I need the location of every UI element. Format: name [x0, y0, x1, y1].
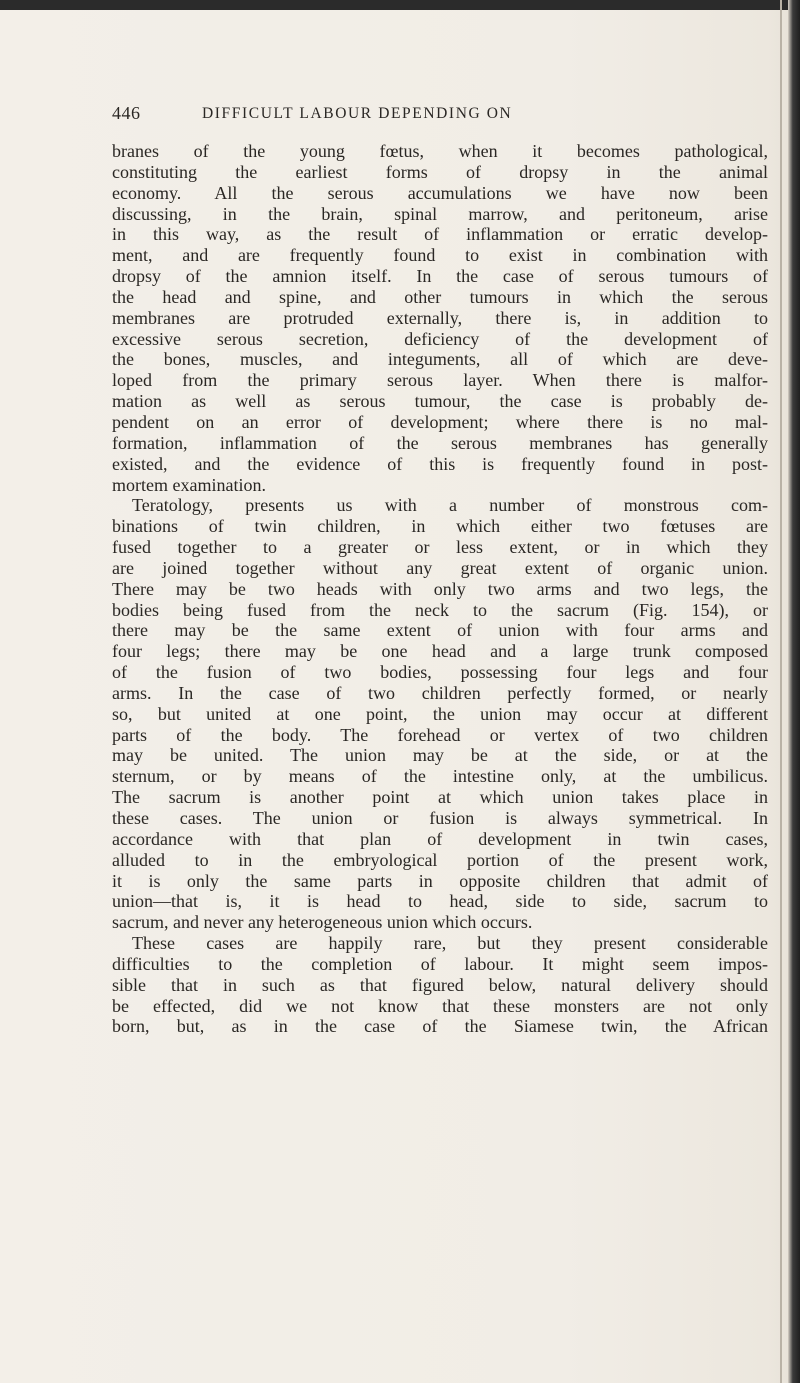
- body-text: [112, 141, 768, 1037]
- text-line: it is only the same parts in opposite children that admit of: [112, 870, 768, 891]
- text-line: are joined together without any great extent of organic union.: [112, 557, 768, 578]
- page-gutter-line: [780, 0, 782, 1383]
- paragraph-3: [112, 933, 768, 1037]
- text-line: loped from the primary serous layer. When there is malfor-: [112, 370, 768, 391]
- page-right-edge: [788, 0, 800, 1383]
- text-line: sternum, or by means of the intestine only, at the umbilicus.: [112, 766, 768, 787]
- text-line: arms. In the case of two children perfectly formed, or nearly: [112, 682, 768, 703]
- text-line: dropsy of the amnion itself. In the case of serous tumours of: [112, 266, 768, 287]
- paragraph-2: [112, 495, 768, 933]
- text-line: discussing, in the brain, spinal marrow, and peritoneum, arise: [112, 203, 768, 224]
- text-line: difficulties to the completion of labour. It might seem impos-: [112, 953, 768, 974]
- text-line: alluded to in the embryological portion of the present work,: [112, 849, 768, 870]
- text-line: membranes are protruded externally, there is, in addition to: [112, 307, 768, 328]
- text-line: the head and spine, and other tumours in which the serous: [112, 286, 768, 307]
- text-line: these cases. The union or fusion is always symmetrical. In: [112, 808, 768, 828]
- text-line: There may be two heads with only two arms and two legs, the: [112, 578, 768, 599]
- text-line: of the fusion of two bodies, possessing four legs and four: [112, 662, 768, 683]
- text-line: bodies being fused from the neck to the sacrum (Fig. 154), or: [112, 599, 768, 620]
- text-line: excessive serous secretion, deficiency of the development of: [112, 328, 768, 349]
- text-line: Teratology, presents us with a number of monstrous com-: [132, 495, 768, 516]
- text-line: so, but united at one point, the union may occur at different: [112, 703, 768, 724]
- text-line: formation, inflammation of the serous membranes has generally: [112, 432, 768, 453]
- text-line: ment, and are frequently found to exist in combination with: [112, 245, 768, 266]
- text-line: mortem examination.: [112, 474, 266, 495]
- text-line: the bones, muscles, and integuments, all of which are deve-: [112, 349, 768, 370]
- text-line: branes of the young fœtus, when it becomes pathological,: [112, 141, 768, 161]
- running-head: DIFFICULT LABOUR DEPENDING ON: [202, 105, 513, 122]
- text-line: existed, and the evidence of this is frequently found in post-: [112, 453, 768, 474]
- text-line: pendent on an error of development; where there is no mal-: [112, 411, 768, 432]
- text-line: sacrum, and never any heterogeneous union which occurs.: [112, 912, 533, 933]
- text-line: there may be the same extent of union with four arms and: [112, 620, 768, 641]
- text-line: mation as well as serous tumour, the case is probably de-: [112, 391, 768, 412]
- paragraph-1: [112, 141, 768, 495]
- text-line: parts of the body. The forehead or vertex of two children: [112, 724, 768, 745]
- text-line: economy. All the serous accumulations we have now been: [112, 182, 768, 203]
- text-line: binations of twin children, in which either two fœtuses are: [112, 516, 768, 537]
- text-line: born, but, as in the case of the Siamese twin, the African: [112, 1016, 768, 1037]
- page-top-edge: [0, 0, 800, 10]
- text-line: constituting the earliest forms of dropsy in the animal: [112, 161, 768, 182]
- text-line: These cases are happily rare, but they present considerable: [132, 933, 768, 954]
- page-number: 446: [112, 103, 141, 123]
- text-line: may be united. The union may be at the side, or at the: [112, 745, 768, 766]
- text-line: fused together to a greater or less extent, or in which they: [112, 537, 768, 558]
- text-line: accordance with that plan of development in twin cases,: [112, 828, 768, 849]
- text-line: union—that is, it is head to head, side to side, sacrum to: [112, 891, 768, 912]
- text-line: sible that in such as that figured below, natural delivery should: [112, 974, 768, 995]
- text-line: The sacrum is another point at which union takes place in: [112, 787, 768, 808]
- text-line: in this way, as the result of inflammation or erratic develop-: [112, 224, 768, 245]
- page-header: [112, 103, 772, 127]
- text-line: be effected, did we not know that these monsters are not only: [112, 995, 768, 1016]
- text-line: four legs; there may be one head and a large trunk composed: [112, 641, 768, 662]
